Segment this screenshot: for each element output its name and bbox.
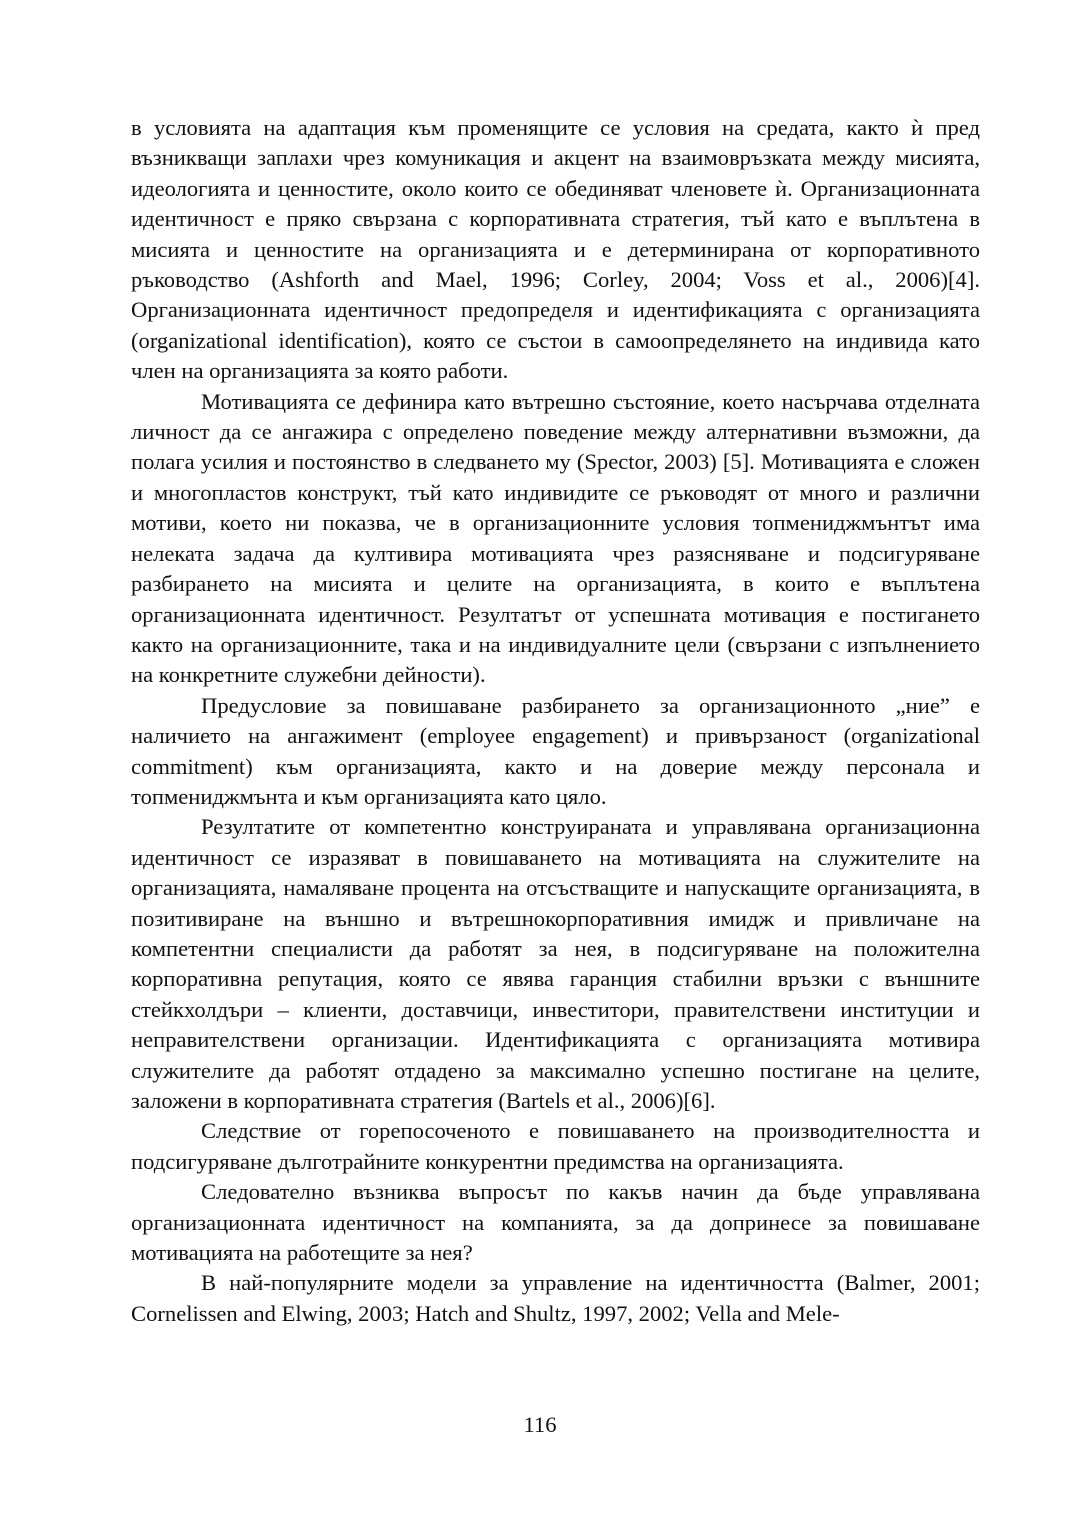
paragraph-4: Резултатите от компетентно конструираната и управлявана организационна идентичност се изразяват в повишаването на мотивацията на служителите на организацията, намаляване процента на отсъстващите и напускащите организацията, в позитивиране на външно и вътрешнокорпоративния имидж и привличане на компетентни специалисти да работят за нея, в подсигуряване на положителна корпоративна репутация, която се явява гаранция стабилни връзки с външните стейкхолдъри – клиенти, доставчици, инвеститори, правителствени институции и неправителствени организации. Идентификацията с организацията мотивира служителите да работят отдадено за максимално успешно постигане на целите, заложени в корпоративната стратегия (Bartels et al., 2006)[6].: [131, 814, 980, 1113]
page-number: 116: [523, 1412, 557, 1437]
paragraph-2: Мотивацията се дефинира като вътрешно състояние, което насърчава отделната личност да се ангажира с определено поведение между алтернативни възможни, да полага усилия и постоянство в следването му (Spector, 2003) [5]. Мотивацията е сложен и многопластов конструкт, тъй като индивидите се ръководят от много и различни мотиви, което ни показва, че в организационните условия топмениджмънтът има нелеката задача да култивира мотивацията чрез разясняване и подсигуряване разбирането на мисията и целите на организацията, в които е въплътена организационната идентичност. Резултатът от успешната мотивация е постигането както на организационните, така и на индивидуалните цели (свързани с изпълнението на конкретните служебни дейности).: [131, 388, 980, 688]
paragraph-3: Предусловие за повишаване разбирането за организационното „ние” е наличието на ангажимент (employee engagement) и привързаност (organizational commitment) към организацията, както и на доверие между персонала и топмениджмънта и към организацията като цяло.: [131, 692, 980, 809]
paragraph-5: Следствие от горепосоченото е повишаването на производителността и подсигуряване дълготрайните конкурентни предимства на организацията.: [131, 1118, 980, 1174]
paragraph-7: В най-популярните модели за управление на идентичността (Balmer, 2001; Cornelissen and Elwing, 2003; Hatch and Shultz, 1997, 2002; Vella and Mele-: [131, 1270, 980, 1326]
paragraph-6: Следователно възниква въпросът по какъв начин да бъде управлявана организационната идентичност на компанията, за да допринесе за повишаване мотивацията на работещите за нея?: [131, 1179, 980, 1266]
body-text: [131, 113, 980, 1329]
paragraph-1: в условията на адаптация към променящите се условия на средата, както ѝ пред възникващи заплахи чрез комуникация и акцент на взаимовръзката между мисията, идеологията и ценностите, около които се обединяват членовете ѝ. Организационната идентичност е пряко свързана с корпоративната стратегия, тъй като е въплътена в мисията и ценностите на организацията и е детерминирана от корпоративното ръководство (Ashforth and Mael, 1996; Corley, 2004; Voss et al., 2006)[4]. Организационната идентичност предопределя и идентификацията с организацията (organizational identification), която се състои в самоопределянето на индивида като член на организацията за която работи.: [131, 115, 980, 384]
